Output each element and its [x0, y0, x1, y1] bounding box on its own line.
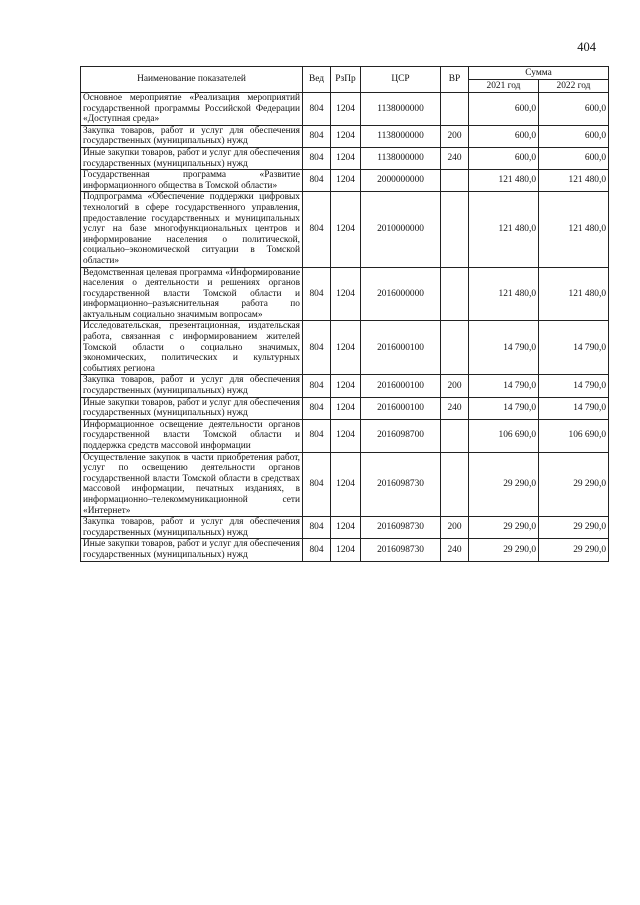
row-name: Государственная программа «Развитие информационного общества в Томской области»	[81, 170, 303, 192]
page-number: 404	[577, 40, 596, 54]
row-2022: 14 790,0	[539, 375, 609, 397]
row-name: Исследовательская, презентационная, издательская работа, связанная с информированием жителей Томской области о социально значимых, экономических, политических и культурных событиях региона	[81, 321, 303, 375]
row-ved: 804	[303, 93, 331, 126]
row-csr: 2016098700	[361, 419, 441, 452]
row-2021: 600,0	[469, 125, 539, 147]
row-2022: 121 480,0	[539, 170, 609, 192]
table-row	[81, 147, 609, 169]
row-2021: 14 790,0	[469, 321, 539, 375]
table-row	[81, 539, 609, 561]
row-name: Осуществление закупок в части приобретения работ, услуг по освещению деятельности органов государственной власти Томской области в средствах массовой информации, печатных изданиях, в информационно–телекоммуникационной сети «Интернет»	[81, 452, 303, 517]
row-vr	[441, 170, 469, 192]
row-vr: 240	[441, 539, 469, 561]
row-2021: 600,0	[469, 93, 539, 126]
row-2021: 14 790,0	[469, 375, 539, 397]
row-rzpr: 1204	[331, 419, 361, 452]
row-ved: 804	[303, 397, 331, 419]
row-csr: 2010000000	[361, 192, 441, 267]
row-rzpr: 1204	[331, 147, 361, 169]
header-year-2022: 2022 год	[539, 80, 609, 93]
row-ved: 804	[303, 147, 331, 169]
row-name: Ведомственная целевая программа «Информирование населения о деятельности и решениях органов государственной власти Томской области и информационно–разъяснительная работа по актуальным социально значимым вопросам»	[81, 267, 303, 321]
row-name: Закупка товаров, работ и услуг для обеспечения государственных (муниципальных) нужд	[81, 517, 303, 539]
header-vr: ВР	[441, 67, 469, 93]
row-name: Информационное освещение деятельности органов государственной власти Томской области и поддержка средств массовой информации	[81, 419, 303, 452]
row-2021: 29 290,0	[469, 452, 539, 517]
row-vr: 200	[441, 125, 469, 147]
table-row	[81, 267, 609, 321]
row-2022: 106 690,0	[539, 419, 609, 452]
header-year-2021: 2021 год	[469, 80, 539, 93]
row-rzpr: 1204	[331, 375, 361, 397]
row-rzpr: 1204	[331, 517, 361, 539]
row-csr: 1138000000	[361, 93, 441, 126]
row-ved: 804	[303, 125, 331, 147]
row-2021: 121 480,0	[469, 170, 539, 192]
row-2022: 600,0	[539, 125, 609, 147]
row-2021: 121 480,0	[469, 192, 539, 267]
row-csr: 2016000000	[361, 267, 441, 321]
row-csr: 2000000000	[361, 170, 441, 192]
row-2022: 14 790,0	[539, 397, 609, 419]
table-row	[81, 125, 609, 147]
table-body	[81, 93, 609, 562]
row-2022: 29 290,0	[539, 452, 609, 517]
row-rzpr: 1204	[331, 539, 361, 561]
row-2022: 14 790,0	[539, 321, 609, 375]
row-csr: 1138000000	[361, 147, 441, 169]
row-name: Подпрограмма «Обеспечение поддержки цифровых технологий в сфере государственного управления, предоставление государственных и муниципальных услуг на базе многофункциональных центров и информирование населения о политической, социально–экономической ситуации в Томской области»	[81, 192, 303, 267]
row-vr: 240	[441, 147, 469, 169]
row-ved: 804	[303, 539, 331, 561]
header-ved: Вед	[303, 67, 331, 93]
row-rzpr: 1204	[331, 192, 361, 267]
budget-table	[80, 66, 609, 562]
row-2022: 29 290,0	[539, 539, 609, 561]
table-row	[81, 452, 609, 517]
row-vr	[441, 419, 469, 452]
row-2021: 106 690,0	[469, 419, 539, 452]
row-vr: 240	[441, 397, 469, 419]
row-2022: 121 480,0	[539, 192, 609, 267]
row-2022: 121 480,0	[539, 267, 609, 321]
row-csr: 2016098730	[361, 452, 441, 517]
row-rzpr: 1204	[331, 267, 361, 321]
row-csr: 2016098730	[361, 517, 441, 539]
row-ved: 804	[303, 419, 331, 452]
row-csr: 2016000100	[361, 375, 441, 397]
table-row	[81, 517, 609, 539]
row-ved: 804	[303, 452, 331, 517]
table-header	[81, 67, 609, 93]
row-name: Иные закупки товаров, работ и услуг для обеспечения государственных (муниципальных) нужд	[81, 397, 303, 419]
row-csr: 2016000100	[361, 321, 441, 375]
row-2022: 600,0	[539, 93, 609, 126]
row-name: Закупка товаров, работ и услуг для обеспечения государственных (муниципальных) нужд	[81, 125, 303, 147]
row-name: Иные закупки товаров, работ и услуг для обеспечения государственных (муниципальных) нужд	[81, 539, 303, 561]
row-rzpr: 1204	[331, 170, 361, 192]
row-rzpr: 1204	[331, 93, 361, 126]
header-sum: Сумма	[469, 67, 609, 80]
header-name: Наименование показателей	[81, 67, 303, 93]
table-row	[81, 192, 609, 267]
row-rzpr: 1204	[331, 397, 361, 419]
table-row	[81, 375, 609, 397]
row-csr: 2016098730	[361, 539, 441, 561]
row-csr: 2016000100	[361, 397, 441, 419]
row-csr: 1138000000	[361, 125, 441, 147]
row-ved: 804	[303, 375, 331, 397]
row-2021: 14 790,0	[469, 397, 539, 419]
table-row	[81, 397, 609, 419]
row-vr	[441, 452, 469, 517]
row-rzpr: 1204	[331, 125, 361, 147]
table-row	[81, 321, 609, 375]
row-name: Закупка товаров, работ и услуг для обеспечения государственных (муниципальных) нужд	[81, 375, 303, 397]
row-ved: 804	[303, 321, 331, 375]
row-ved: 804	[303, 170, 331, 192]
row-vr	[441, 321, 469, 375]
row-ved: 804	[303, 192, 331, 267]
row-rzpr: 1204	[331, 321, 361, 375]
table-row	[81, 93, 609, 126]
row-ved: 804	[303, 517, 331, 539]
table-row	[81, 170, 609, 192]
row-vr	[441, 93, 469, 126]
row-rzpr: 1204	[331, 452, 361, 517]
row-name: Иные закупки товаров, работ и услуг для обеспечения государственных (муниципальных) нужд	[81, 147, 303, 169]
row-2021: 29 290,0	[469, 539, 539, 561]
header-csr: ЦСР	[361, 67, 441, 93]
row-vr	[441, 192, 469, 267]
row-vr: 200	[441, 517, 469, 539]
row-2021: 121 480,0	[469, 267, 539, 321]
header-rzpr: РзПр	[331, 67, 361, 93]
row-2021: 600,0	[469, 147, 539, 169]
row-2022: 600,0	[539, 147, 609, 169]
row-name: Основное мероприятие «Реализация мероприятий государственной программы Российской Федерации «Доступная среда»	[81, 93, 303, 126]
row-vr: 200	[441, 375, 469, 397]
table-row	[81, 419, 609, 452]
row-2022: 29 290,0	[539, 517, 609, 539]
row-vr	[441, 267, 469, 321]
row-ved: 804	[303, 267, 331, 321]
row-2021: 29 290,0	[469, 517, 539, 539]
